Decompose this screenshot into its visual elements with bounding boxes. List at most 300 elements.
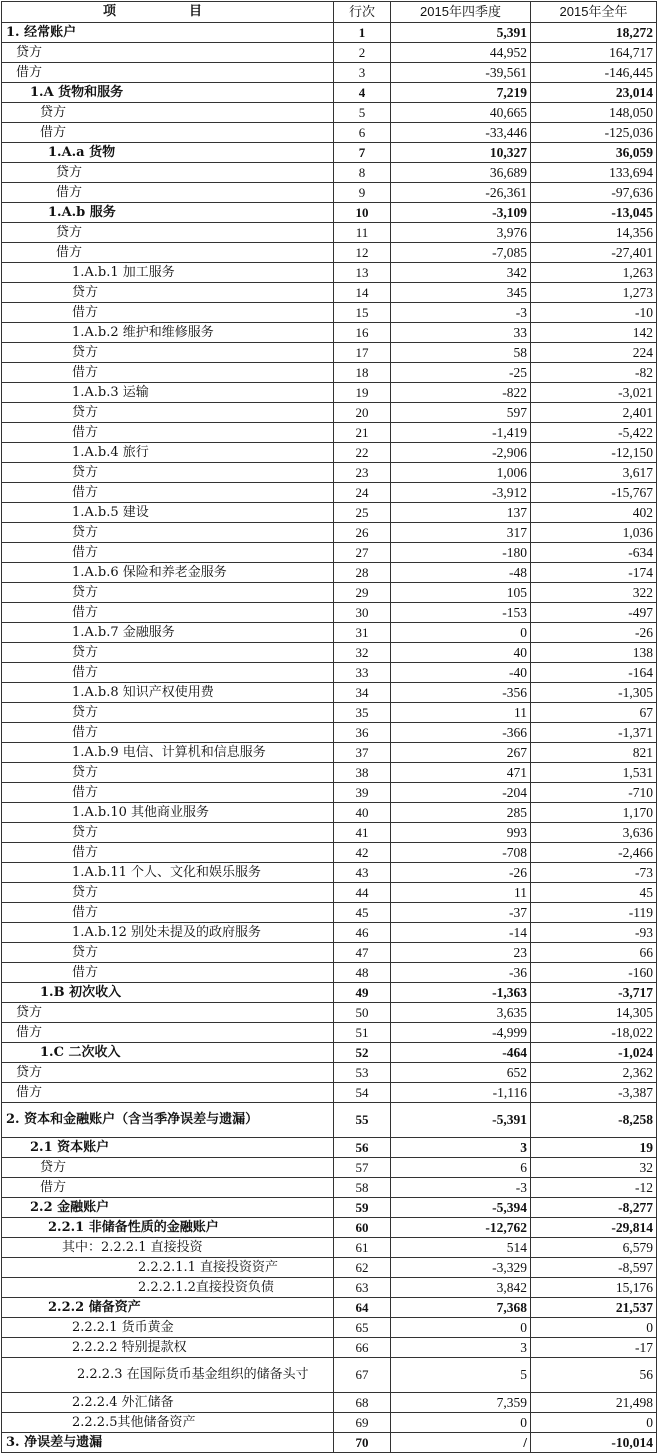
row-line-no: 65 (334, 1318, 391, 1338)
row-line-no: 29 (334, 583, 391, 603)
row-q4-value: 137 (391, 503, 531, 523)
row-q4-value: 3,635 (391, 1003, 531, 1023)
row-q4-value: -464 (391, 1043, 531, 1063)
row-year-value: -8,277 (531, 1198, 657, 1218)
table-row (2, 503, 657, 523)
row-label: 贷方 (2, 1003, 334, 1023)
row-line-no: 13 (334, 263, 391, 283)
row-line-no: 15 (334, 303, 391, 323)
row-label: 2.2.2.3 在国际货币基金组织的储备头寸 (2, 1358, 334, 1393)
row-label: 贷方 (2, 883, 334, 903)
row-line-no: 68 (334, 1393, 391, 1413)
row-year-value: -164 (531, 663, 657, 683)
row-q4-value: -40 (391, 663, 531, 683)
row-line-no: 62 (334, 1258, 391, 1278)
row-year-value: 36,059 (531, 143, 657, 163)
row-q4-value: 10,327 (391, 143, 531, 163)
row-label: 贷方 (2, 463, 334, 483)
row-q4-value: -39,561 (391, 63, 531, 83)
table-row (2, 903, 657, 923)
row-year-value: -497 (531, 603, 657, 623)
row-label: 借方 (2, 183, 334, 203)
row-year-value: 133,694 (531, 163, 657, 183)
row-line-no: 44 (334, 883, 391, 903)
row-label: 2.2.2.1.2直接投资负债 (2, 1278, 334, 1298)
row-q4-value: 285 (391, 803, 531, 823)
row-line-no: 20 (334, 403, 391, 423)
table-row (2, 843, 657, 863)
row-label: 2. 资本和金融账户（含当季净误差与遗漏） (2, 1103, 334, 1138)
row-year-value: 224 (531, 343, 657, 363)
row-q4-value: -48 (391, 563, 531, 583)
table-row (2, 1298, 657, 1318)
row-line-no: 61 (334, 1238, 391, 1258)
row-q4-value: 597 (391, 403, 531, 423)
row-q4-value: -5,394 (391, 1198, 531, 1218)
row-line-no: 46 (334, 923, 391, 943)
row-label: 借方 (2, 123, 334, 143)
row-label: 1.A.b.5 建设 (2, 503, 334, 523)
row-year-value: -634 (531, 543, 657, 563)
row-label: 1.A.b 服务 (2, 203, 334, 223)
row-label: 贷方 (2, 223, 334, 243)
row-label: 1.A.b.4 旅行 (2, 443, 334, 463)
row-year-value: 21,498 (531, 1393, 657, 1413)
row-q4-value: 33 (391, 323, 531, 343)
table-row (2, 1043, 657, 1063)
row-label: 贷方 (2, 1063, 334, 1083)
row-label: 贷方 (2, 103, 334, 123)
row-line-no: 41 (334, 823, 391, 843)
table-row (2, 643, 657, 663)
table-row (2, 663, 657, 683)
row-year-value: 1,036 (531, 523, 657, 543)
table-row (2, 803, 657, 823)
row-label: 2.1 资本账户 (2, 1138, 334, 1158)
row-line-no: 5 (334, 103, 391, 123)
table-row (2, 683, 657, 703)
row-line-no: 37 (334, 743, 391, 763)
row-year-value: -26 (531, 623, 657, 643)
row-label: 1. 经常账户 (2, 23, 334, 43)
row-year-value: -1,024 (531, 1043, 657, 1063)
row-q4-value: 7,368 (391, 1298, 531, 1318)
table-row (2, 1433, 657, 1453)
row-year-value: 0 (531, 1318, 657, 1338)
table-row (2, 443, 657, 463)
row-label: 借方 (2, 963, 334, 983)
table-row (2, 1198, 657, 1218)
row-line-no: 70 (334, 1433, 391, 1453)
row-q4-value: -1,116 (391, 1083, 531, 1103)
row-line-no: 54 (334, 1083, 391, 1103)
row-line-no: 47 (334, 943, 391, 963)
table-row (2, 463, 657, 483)
row-q4-value: -4,999 (391, 1023, 531, 1043)
row-year-value: 1,273 (531, 283, 657, 303)
row-q4-value: -2,906 (391, 443, 531, 463)
row-label: 贷方 (2, 823, 334, 843)
table-row (2, 1158, 657, 1178)
table-row (2, 723, 657, 743)
row-year-value: 14,356 (531, 223, 657, 243)
row-line-no: 52 (334, 1043, 391, 1063)
row-label: 贷方 (2, 523, 334, 543)
table-row (2, 203, 657, 223)
row-line-no: 2 (334, 43, 391, 63)
row-line-no: 30 (334, 603, 391, 623)
table-row (2, 63, 657, 83)
row-year-value: 2,362 (531, 1063, 657, 1083)
table-row (2, 863, 657, 883)
table-row (2, 263, 657, 283)
row-label: 贷方 (2, 163, 334, 183)
row-label: 借方 (2, 1083, 334, 1103)
table-row (2, 243, 657, 263)
table-row (2, 703, 657, 723)
row-year-value: 23,014 (531, 83, 657, 103)
table-row (2, 83, 657, 103)
table-row (2, 783, 657, 803)
row-year-value: 14,305 (531, 1003, 657, 1023)
header-item: 项 目 (2, 2, 334, 23)
row-year-value: -1,371 (531, 723, 657, 743)
table-row (2, 603, 657, 623)
row-line-no: 6 (334, 123, 391, 143)
row-line-no: 48 (334, 963, 391, 983)
row-label: 2.2.2 储备资产 (2, 1298, 334, 1318)
table-row (2, 583, 657, 603)
row-q4-value: 3 (391, 1338, 531, 1358)
row-q4-value: -12,762 (391, 1218, 531, 1238)
row-line-no: 24 (334, 483, 391, 503)
row-q4-value: -3 (391, 303, 531, 323)
table-row (2, 543, 657, 563)
row-year-value: 19 (531, 1138, 657, 1158)
table-row (2, 923, 657, 943)
row-label: 3. 净误差与遗漏 (2, 1433, 334, 1453)
row-label: 贷方 (2, 1158, 334, 1178)
row-q4-value: -26 (391, 863, 531, 883)
row-label: 贷方 (2, 43, 334, 63)
row-q4-value: -3,109 (391, 203, 531, 223)
row-line-no: 35 (334, 703, 391, 723)
row-label: 1.A 货物和服务 (2, 83, 334, 103)
row-line-no: 43 (334, 863, 391, 883)
header-2015-q4: 2015年四季度 (391, 2, 531, 23)
row-label: 1.A.b.6 保险和养老金服务 (2, 563, 334, 583)
row-line-no: 12 (334, 243, 391, 263)
table-row (2, 143, 657, 163)
row-line-no: 17 (334, 343, 391, 363)
row-label: 1.C 二次收入 (2, 1043, 334, 1063)
table-row (2, 343, 657, 363)
row-year-value: 322 (531, 583, 657, 603)
row-q4-value: 5 (391, 1358, 531, 1393)
row-q4-value: -3,912 (391, 483, 531, 503)
row-year-value: 1,263 (531, 263, 657, 283)
table-row (2, 303, 657, 323)
row-q4-value: -26,361 (391, 183, 531, 203)
row-label: 贷方 (2, 343, 334, 363)
row-q4-value: 36,689 (391, 163, 531, 183)
row-line-no: 28 (334, 563, 391, 583)
row-q4-value: -1,419 (391, 423, 531, 443)
row-q4-value: 7,219 (391, 83, 531, 103)
row-q4-value: / (391, 1433, 531, 1453)
row-q4-value: 11 (391, 703, 531, 723)
row-q4-value: 471 (391, 763, 531, 783)
row-label: 贷方 (2, 283, 334, 303)
row-line-no: 60 (334, 1218, 391, 1238)
row-line-no: 67 (334, 1358, 391, 1393)
table-row (2, 123, 657, 143)
table-row (2, 103, 657, 123)
row-q4-value: -33,446 (391, 123, 531, 143)
header-row (2, 2, 657, 23)
row-line-no: 31 (334, 623, 391, 643)
row-line-no: 36 (334, 723, 391, 743)
row-line-no: 11 (334, 223, 391, 243)
row-label: 贷方 (2, 763, 334, 783)
row-label: 2.2.1 非储备性质的金融账户 (2, 1218, 334, 1238)
row-year-value: -8,597 (531, 1258, 657, 1278)
row-line-no: 25 (334, 503, 391, 523)
row-q4-value: 0 (391, 623, 531, 643)
row-label: 1.B 初次收入 (2, 983, 334, 1003)
table-row (2, 1318, 657, 1338)
row-q4-value: -204 (391, 783, 531, 803)
row-q4-value: 267 (391, 743, 531, 763)
row-year-value: 142 (531, 323, 657, 343)
row-label: 其中：2.2.2.1 直接投资 (2, 1238, 334, 1258)
table-row (2, 563, 657, 583)
table-row (2, 283, 657, 303)
row-label: 2.2 金融账户 (2, 1198, 334, 1218)
row-line-no: 10 (334, 203, 391, 223)
table-row (2, 1258, 657, 1278)
row-year-value: -146,445 (531, 63, 657, 83)
row-line-no: 33 (334, 663, 391, 683)
row-year-value: 164,717 (531, 43, 657, 63)
row-q4-value: -180 (391, 543, 531, 563)
row-line-no: 18 (334, 363, 391, 383)
row-label: 借方 (2, 423, 334, 443)
row-label: 2.2.2.1.1 直接投资资产 (2, 1258, 334, 1278)
row-q4-value: -822 (391, 383, 531, 403)
row-label: 贷方 (2, 943, 334, 963)
row-year-value: 6,579 (531, 1238, 657, 1258)
row-line-no: 34 (334, 683, 391, 703)
row-q4-value: 3,842 (391, 1278, 531, 1298)
row-line-no: 63 (334, 1278, 391, 1298)
row-q4-value: -356 (391, 683, 531, 703)
row-line-no: 51 (334, 1023, 391, 1043)
row-year-value: -29,814 (531, 1218, 657, 1238)
table-row (2, 383, 657, 403)
row-year-value: 0 (531, 1413, 657, 1433)
row-line-no: 9 (334, 183, 391, 203)
row-q4-value: 105 (391, 583, 531, 603)
table-row (2, 763, 657, 783)
table-row (2, 943, 657, 963)
row-label: 1.A.b.3 运输 (2, 383, 334, 403)
row-line-no: 49 (334, 983, 391, 1003)
row-year-value: 821 (531, 743, 657, 763)
row-label: 2.2.2.5其他储备资产 (2, 1413, 334, 1433)
row-year-value: 402 (531, 503, 657, 523)
row-label: 1.A.b.1 加工服务 (2, 263, 334, 283)
row-year-value: -10,014 (531, 1433, 657, 1453)
row-line-no: 42 (334, 843, 391, 863)
row-q4-value: 44,952 (391, 43, 531, 63)
row-label: 1.A.b.9 电信、计算机和信息服务 (2, 743, 334, 763)
table-row (2, 1218, 657, 1238)
row-q4-value: 3 (391, 1138, 531, 1158)
row-label: 1.A.b.2 维护和维修服务 (2, 323, 334, 343)
row-line-no: 58 (334, 1178, 391, 1198)
row-label: 借方 (2, 1178, 334, 1198)
row-q4-value: -3 (391, 1178, 531, 1198)
row-year-value: -3,717 (531, 983, 657, 1003)
row-line-no: 14 (334, 283, 391, 303)
row-line-no: 8 (334, 163, 391, 183)
row-q4-value: 58 (391, 343, 531, 363)
row-line-no: 3 (334, 63, 391, 83)
row-q4-value: 40,665 (391, 103, 531, 123)
row-line-no: 38 (334, 763, 391, 783)
table-row (2, 623, 657, 643)
row-line-no: 64 (334, 1298, 391, 1318)
row-line-no: 59 (334, 1198, 391, 1218)
row-q4-value: 514 (391, 1238, 531, 1258)
header-2015-year: 2015年全年 (531, 2, 657, 23)
row-label: 贷方 (2, 403, 334, 423)
row-year-value: -15,767 (531, 483, 657, 503)
row-q4-value: 0 (391, 1413, 531, 1433)
row-year-value: 18,272 (531, 23, 657, 43)
row-year-value: 138 (531, 643, 657, 663)
row-label: 借方 (2, 303, 334, 323)
table-row (2, 883, 657, 903)
row-label: 借方 (2, 243, 334, 263)
row-q4-value: -1,363 (391, 983, 531, 1003)
row-year-value: -13,045 (531, 203, 657, 223)
table-row (2, 963, 657, 983)
row-label: 借方 (2, 663, 334, 683)
row-line-no: 53 (334, 1063, 391, 1083)
row-q4-value: 652 (391, 1063, 531, 1083)
table-row (2, 1003, 657, 1023)
header-line-no: 行次 (334, 2, 391, 23)
table-row (2, 363, 657, 383)
row-q4-value: 40 (391, 643, 531, 663)
table-row (2, 1413, 657, 1433)
row-label: 1.A.b.7 金融服务 (2, 623, 334, 643)
table-row (2, 43, 657, 63)
row-line-no: 23 (334, 463, 391, 483)
table-row (2, 423, 657, 443)
row-label: 贷方 (2, 643, 334, 663)
row-year-value: -27,401 (531, 243, 657, 263)
row-line-no: 19 (334, 383, 391, 403)
row-year-value: 2,401 (531, 403, 657, 423)
row-line-no: 22 (334, 443, 391, 463)
row-year-value: -8,258 (531, 1103, 657, 1138)
row-line-no: 57 (334, 1158, 391, 1178)
row-label: 贷方 (2, 583, 334, 603)
row-q4-value: -153 (391, 603, 531, 623)
row-line-no: 32 (334, 643, 391, 663)
row-label: 2.2.2.4 外汇储备 (2, 1393, 334, 1413)
table-row (2, 1338, 657, 1358)
row-q4-value: 5,391 (391, 23, 531, 43)
row-line-no: 21 (334, 423, 391, 443)
row-label: 借方 (2, 603, 334, 623)
row-label: 借方 (2, 483, 334, 503)
balance-of-payments-table (1, 1, 657, 1453)
row-year-value: -160 (531, 963, 657, 983)
table-row (2, 1238, 657, 1258)
table-row (2, 1103, 657, 1138)
row-line-no: 39 (334, 783, 391, 803)
table-row (2, 1178, 657, 1198)
row-q4-value: 7,359 (391, 1393, 531, 1413)
row-line-no: 50 (334, 1003, 391, 1023)
row-year-value: 21,537 (531, 1298, 657, 1318)
row-line-no: 66 (334, 1338, 391, 1358)
row-q4-value: 0 (391, 1318, 531, 1338)
row-q4-value: 3,976 (391, 223, 531, 243)
row-line-no: 40 (334, 803, 391, 823)
table-row (2, 1393, 657, 1413)
row-label: 2.2.2.1 货币黄金 (2, 1318, 334, 1338)
row-q4-value: -36 (391, 963, 531, 983)
row-year-value: -17 (531, 1338, 657, 1358)
row-year-value: 15,176 (531, 1278, 657, 1298)
table-row (2, 823, 657, 843)
table-row (2, 1083, 657, 1103)
row-year-value: -5,422 (531, 423, 657, 443)
row-q4-value: -366 (391, 723, 531, 743)
row-q4-value: -7,085 (391, 243, 531, 263)
table-row (2, 1278, 657, 1298)
row-year-value: 45 (531, 883, 657, 903)
row-year-value: -2,466 (531, 843, 657, 863)
row-year-value: 1,170 (531, 803, 657, 823)
table-row (2, 743, 657, 763)
row-year-value: 3,617 (531, 463, 657, 483)
row-year-value: -710 (531, 783, 657, 803)
row-label: 2.2.2.2 特别提款权 (2, 1338, 334, 1358)
table-row (2, 523, 657, 543)
row-label: 借方 (2, 723, 334, 743)
row-year-value: -73 (531, 863, 657, 883)
row-year-value: -18,022 (531, 1023, 657, 1043)
row-label: 1.A.b.10 其他商业服务 (2, 803, 334, 823)
row-year-value: -93 (531, 923, 657, 943)
row-year-value: -3,021 (531, 383, 657, 403)
table-row (2, 1358, 657, 1393)
row-year-value: -1,305 (531, 683, 657, 703)
row-line-no: 69 (334, 1413, 391, 1433)
row-line-no: 56 (334, 1138, 391, 1158)
table-row (2, 1138, 657, 1158)
row-year-value: 1,531 (531, 763, 657, 783)
row-year-value: -12 (531, 1178, 657, 1198)
row-label: 贷方 (2, 703, 334, 723)
row-line-no: 26 (334, 523, 391, 543)
